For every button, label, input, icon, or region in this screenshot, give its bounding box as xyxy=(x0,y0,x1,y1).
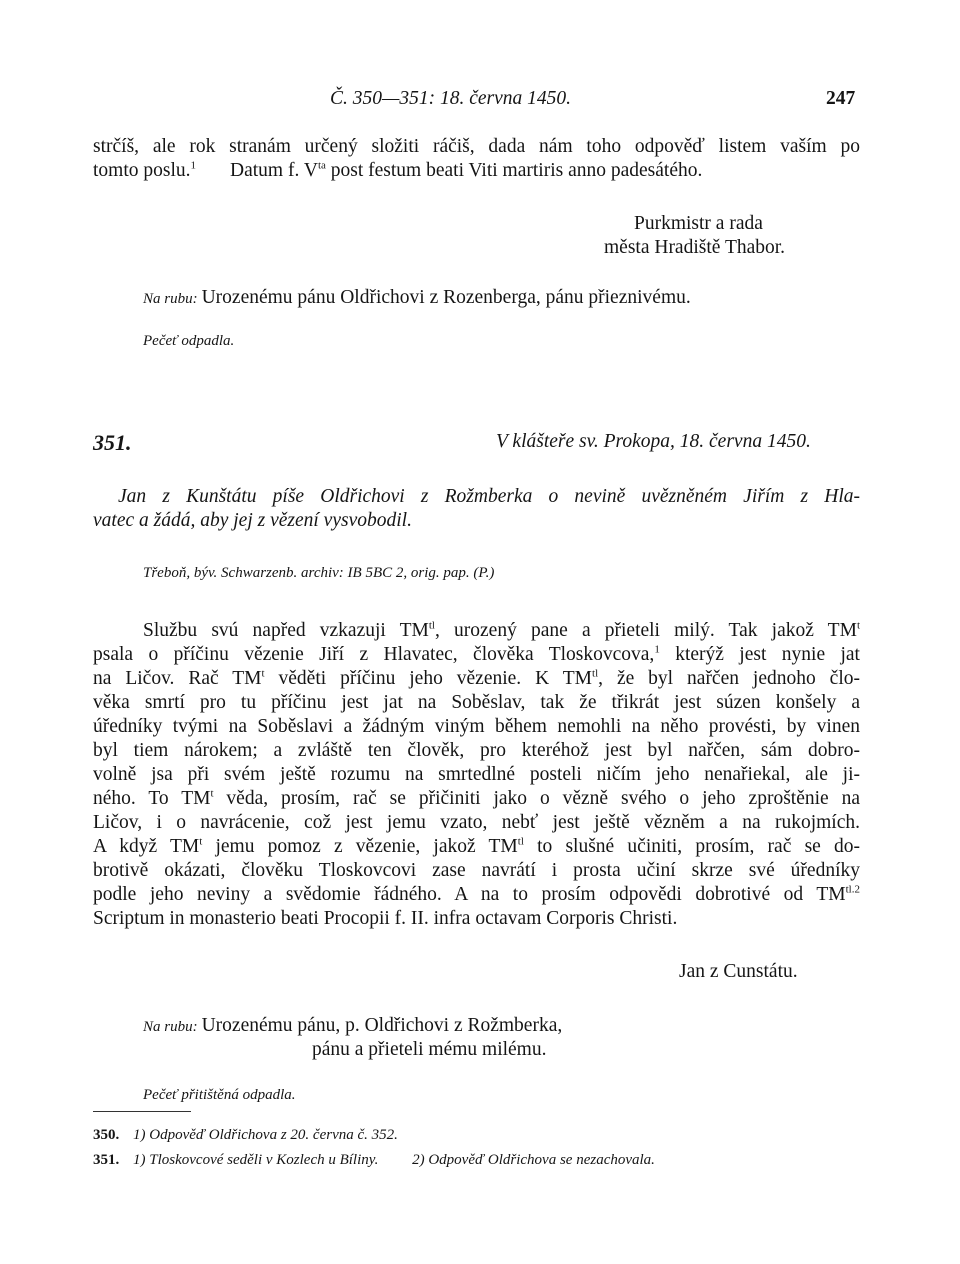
seal-note: Pečeť přitištěná odpadla. xyxy=(143,1087,296,1103)
footnote-divider xyxy=(93,1111,191,1112)
running-title: Č. 350—351: 18. června 1450. xyxy=(330,88,572,109)
text-line-3: na Ličov. Rač $TM^t$ věděti příčinu jeho vězenie. K $TM^{tl}$, že byl nařčen jednoho člo- xyxy=(93,667,860,689)
prev-signature-line-1: Purkmistr a rada xyxy=(634,213,763,234)
regest-line-2: vatec a žádá, aby jej z vězení vysvobodil. xyxy=(93,510,412,531)
footnote-ref-2: .2 xyxy=(851,883,860,896)
text-line-8: ného. To $TM^t$ věda, prosím, rač se přičiniti jako o vězně svého o jeho zproštěnie na xyxy=(93,787,860,809)
document-place-date: V klášteře sv. Prokopa, 18. června 1450. xyxy=(496,431,811,452)
text-line-5: úředníky tvými na Soběslavi a žádným viným během nemohli na něho provésti, by vinen xyxy=(93,716,860,737)
regest-line-1: Jan z Kunštátu píše Oldřichovi z Rožmberka o nevině uvězněném Jiřím z Hla- xyxy=(118,486,860,507)
footnote-ref-1b: 1 xyxy=(654,643,660,656)
address-line-1: Na rubu: Urozenému pánu, p. Oldřichovi z Rožmberka, xyxy=(143,1015,563,1036)
text-line-4: věka smrtí pro tu příčinu jest jat na Soběslav, tak že třikrát jest súzen konšely a xyxy=(93,692,860,713)
text-line-12: podle jeho neviny a svědomie řádného. A na to prosím odpovědi dobrotivé od $TM^{tl.2}$ xyxy=(93,883,860,905)
text-line-13: Scriptum in monasterio beati Procopii f. II. infra octavam Corporis Christi. xyxy=(93,908,678,929)
footnote-351: 351. 1) Tloskovcové seděli v Kozlech u Bíliny. 2) Odpověď Oldřichova se nezachovala. xyxy=(93,1152,655,1168)
prev-letter-line-1: strčíš, ale rok stranám určený složiti ráčiš, dada nám toho odpověď listem vaším po xyxy=(93,136,860,157)
text-line-10: A když $TM^t$ jemu pomoz z vězenie, jakož $TM^{tl}$ to slušné učiniti, prosím, rač se do- xyxy=(93,835,861,857)
text-line-9: Ličov, i o navrácenie, což jest jemu vzato, nebť jest ještě vězněm a na rukojmích. xyxy=(93,812,860,833)
text-line-2: psala o příčinu vězenie Jiří z Hlavatec, člověka Tloskovcova,$^1$ kterýž jest nynie jat xyxy=(93,643,860,665)
address-line-2: pánu a přieteli mému milému. xyxy=(312,1039,547,1060)
document-number: 351. xyxy=(93,430,132,455)
prev-seal-note: Pečeť odpadla. xyxy=(143,333,235,349)
footnote-ref-1: 1 xyxy=(190,159,197,172)
footnote-350: 350. 1) Odpověď Oldřichova z 20. června č. 352. xyxy=(93,1127,398,1143)
text-line-6: byl tiem nárokem; a zvláště ten člověk, pro kteréhož jest byl nařčen, sám dobro- xyxy=(93,740,860,761)
prev-address: Na rubu: Urozenému pánu Oldřichovi z Rozenberga, pánu přieznivému. xyxy=(143,287,691,308)
archive-note: Třeboň, býv. Schwarzenb. archiv: IB 5BC 2, orig. pap. (P.) xyxy=(143,565,495,581)
prev-letter-line-2: tomto poslu.$^1$ Datum f. $V^{ta}$ post festum beati Viti martiris anno padesátého. xyxy=(93,159,703,181)
page-number: 247 xyxy=(826,88,856,109)
signature: Jan z Cunstátu. xyxy=(679,961,798,982)
prev-signature-line-2: města Hradiště Thabor. xyxy=(604,237,786,258)
text-line-11: brotivě okázati, člověku Tloskovcovi zase navrátí i prosta učiní skrze své úředníky xyxy=(93,860,860,881)
text-line-7: volně jsa při svém ještě rozumu na smrtedlné posteli ničím jeho nenařiekal, ale ji- xyxy=(93,764,860,785)
text-line-1: Službu svú napřed vzkazuji $TM^{tl}$, urozený pane a přieteli milý. Tak jakož $TM^t$ xyxy=(143,619,860,641)
